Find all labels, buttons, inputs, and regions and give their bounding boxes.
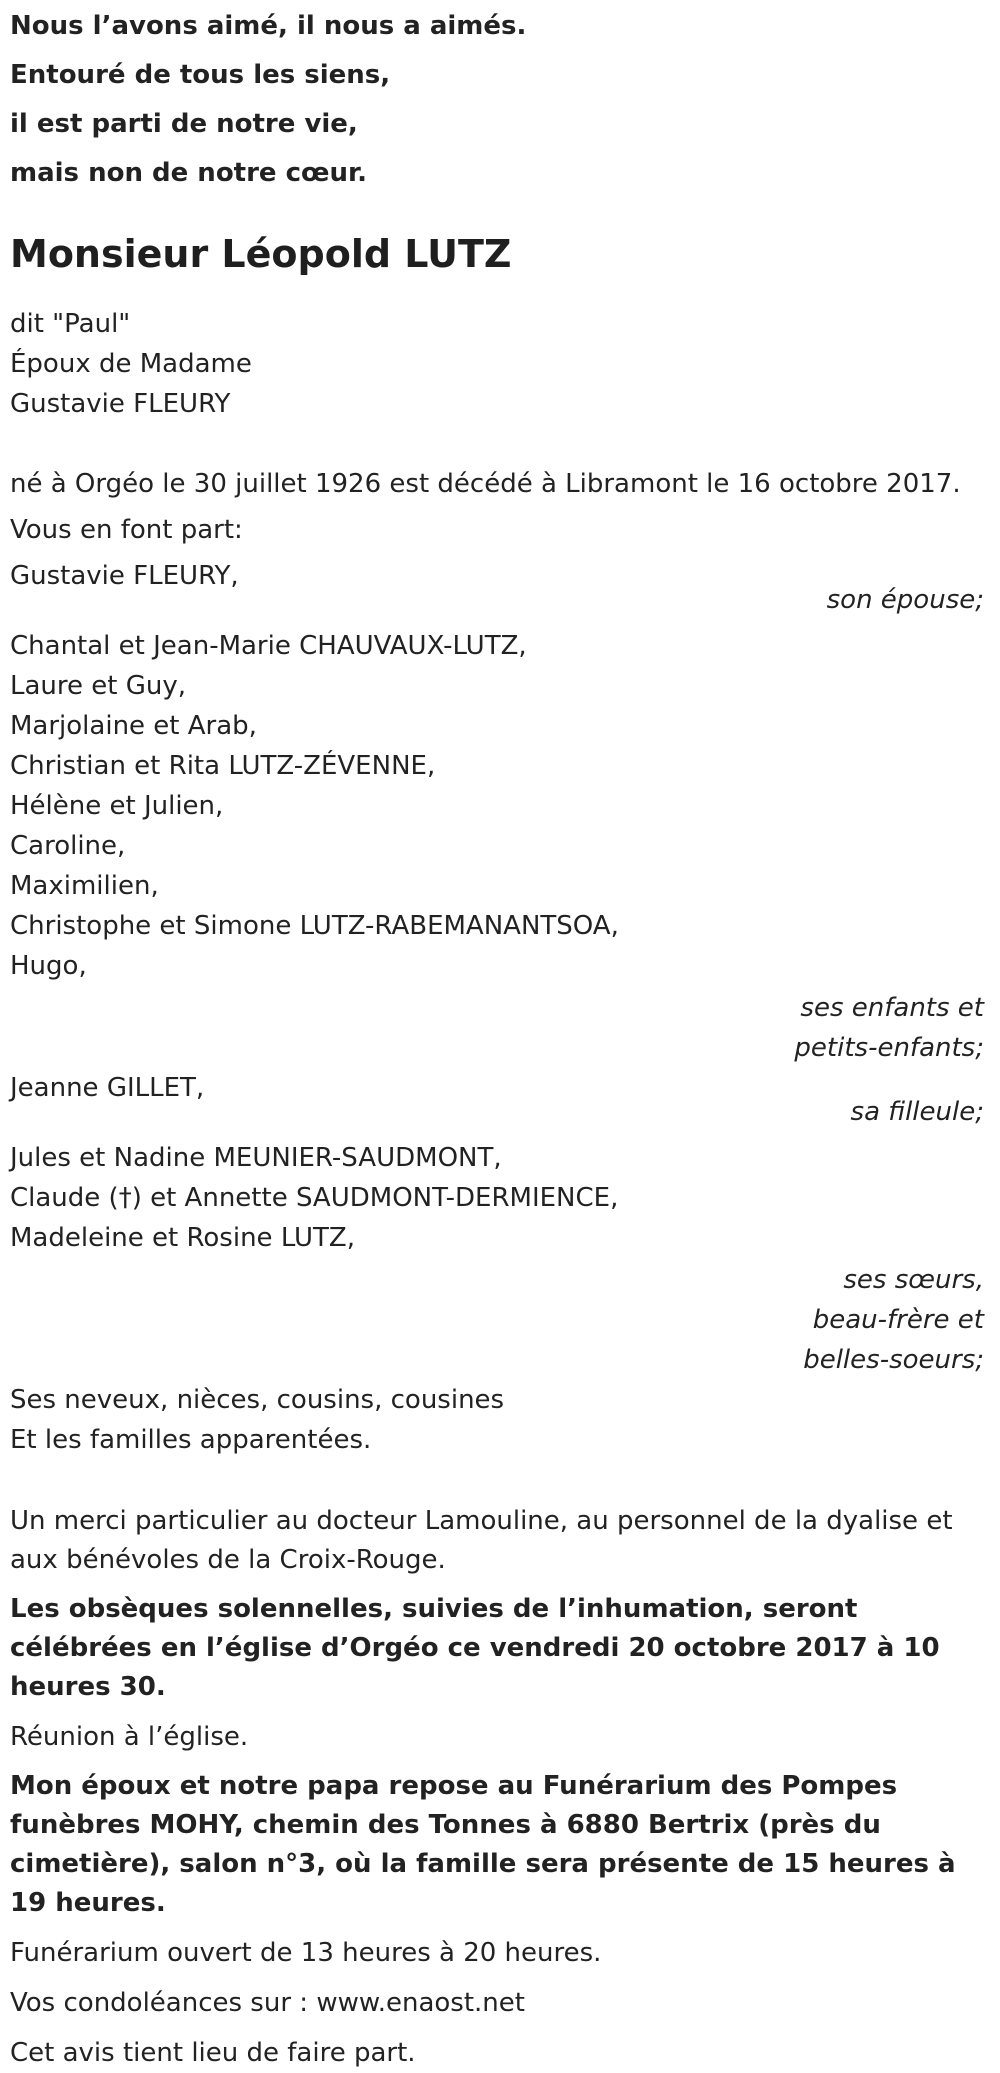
family-member: Claude (†) et Annette SAUDMONT-DERMIENCE, xyxy=(10,1183,619,1213)
spouse-line: Époux de Madame xyxy=(10,349,252,379)
funeral-announcement: Les obsèques solennelles, suivies de l’inhumation, seront célébrées en l’église d’Orgéo ce vendredi 20 octobre 2017 à 10 heures 30. xyxy=(10,1594,940,1702)
deceased-alias: dit "Paul" xyxy=(10,309,131,339)
family-group-spouse xyxy=(10,556,984,620)
opening-verse xyxy=(10,0,984,198)
relation-label: son épouse; xyxy=(826,585,984,615)
family-member: Gustavie FLEURY, xyxy=(10,561,239,591)
deceased-details xyxy=(10,304,984,424)
relation-label: ses enfants et xyxy=(800,993,984,1023)
condolences-line: Vos condoléances sur : www.enaost.net xyxy=(10,1988,525,2018)
verse-line: il est parti de notre vie, xyxy=(10,109,358,139)
family-member: Christian et Rita LUTZ-ZÉVENNE, xyxy=(10,751,436,781)
family-member: Jeanne GILLET, xyxy=(10,1073,205,1103)
birth-death-line: né à Orgéo le 30 juillet 1926 est décédé à Libramont le 16 octobre 2017. xyxy=(10,469,961,499)
family-group-children xyxy=(10,626,984,1068)
meeting-note: Réunion à l’église. xyxy=(10,1722,249,1752)
relation-label: sa filleule; xyxy=(850,1097,984,1127)
family-member: Jules et Nadine MEUNIER-SAUDMONT, xyxy=(10,1143,502,1173)
closing-line: Cet avis tient lieu de faire part. xyxy=(10,2038,416,2068)
family-member: Laure et Guy, xyxy=(10,671,187,701)
family-member: Hugo, xyxy=(10,951,87,981)
thanks-paragraph: Un merci particulier au docteur Lamouline, au personnel de la dyalise et aux bénévoles de la Croix-Rouge. xyxy=(10,1506,953,1575)
verse-line: Entouré de tous les siens, xyxy=(10,60,391,90)
family-member: Christophe et Simone LUTZ-RABEMANANTSOA, xyxy=(10,911,619,941)
announcement-intro: Vous en font part: xyxy=(10,515,243,545)
deceased-name: Monsieur Léopold LUTZ xyxy=(10,232,512,276)
verse-line: mais non de notre cœur. xyxy=(10,158,367,188)
family-member: Maximilien, xyxy=(10,871,159,901)
family-member: Hélène et Julien, xyxy=(10,791,224,821)
relation-label: petits-enfants; xyxy=(794,1033,984,1063)
family-member: Marjolaine et Arab, xyxy=(10,711,257,741)
relation-label: ses sœurs, xyxy=(843,1265,984,1295)
extended-family-line: Ses neveux, nièces, cousins, cousines xyxy=(10,1385,505,1415)
spouse-line: Gustavie FLEURY xyxy=(10,389,231,419)
family-group-siblings xyxy=(10,1138,984,1380)
family-member: Caroline, xyxy=(10,831,126,861)
funerarium-details: Mon époux et notre papa repose au Funérarium des Pompes funèbres MOHY, chemin des Tonnes à 6880 Bertrix (près du cimetière), salon n°3, où la famille sera présente de 15 heures à 19 heures. xyxy=(10,1771,956,1918)
relation-label: belles-soeurs; xyxy=(803,1345,984,1375)
relation-label: beau-frère et xyxy=(812,1305,984,1335)
family-member: Chantal et Jean-Marie CHAUVAUX-LUTZ, xyxy=(10,631,527,661)
funerarium-hours: Funérarium ouvert de 13 heures à 20 heures. xyxy=(10,1938,602,1968)
extended-family-line: Et les familles apparentées. xyxy=(10,1425,372,1455)
verse-line: Nous l’avons aimé, il nous a aimés. xyxy=(10,11,527,41)
extended-family xyxy=(10,1380,984,1460)
family-group-goddaughter xyxy=(10,1068,984,1132)
family-member: Madeleine et Rosine LUTZ, xyxy=(10,1223,355,1253)
